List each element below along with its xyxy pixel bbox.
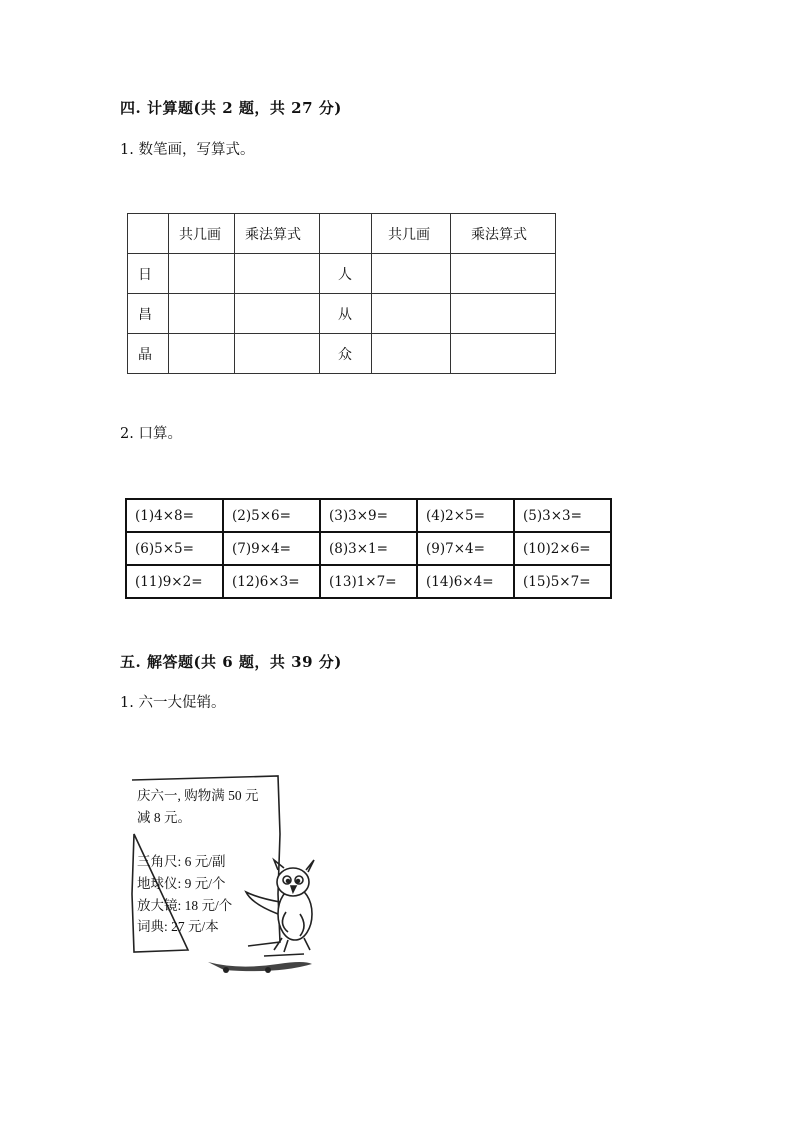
char-cell: 晶 (128, 334, 169, 374)
owl-mascot-icon (246, 860, 314, 956)
question-1-prompt: 1. 数笔画，写算式。 (120, 142, 255, 158)
answer-cell[interactable] (451, 294, 556, 334)
calc-cell: (7)9×4= (223, 532, 320, 565)
char-cell: 众 (320, 334, 372, 374)
poster-item: 放大镜: 18 元/个 (137, 898, 233, 913)
poster-line-2: 减 8 元。 (137, 810, 191, 825)
poster-item: 词典: 27 元/本 (137, 919, 219, 934)
table-row (128, 334, 556, 374)
poster-item: 三角尺: 6 元/副 (137, 854, 226, 869)
table-row (126, 565, 611, 598)
calc-cell: (2)5×6= (223, 499, 320, 532)
answer-cell[interactable] (372, 294, 451, 334)
calc-cell: (10)2×6= (514, 532, 611, 565)
answer-cell[interactable] (372, 334, 451, 374)
calc-cell: (4)2×5= (417, 499, 514, 532)
calc-cell: (13)1×7= (320, 565, 417, 598)
header-cell: 共几画 (169, 214, 235, 254)
calc-cell: (9)7×4= (417, 532, 514, 565)
section-5-title: 五. 解答题(共 6 题，共 39 分) (120, 653, 342, 671)
question-2-prompt: 2. 口算。 (120, 426, 182, 442)
header-cell (320, 214, 372, 254)
answer-cell[interactable] (169, 294, 235, 334)
calc-cell: (6)5×5= (126, 532, 223, 565)
calc-cell: (3)3×9= (320, 499, 417, 532)
table-row (128, 294, 556, 334)
header-cell: 乘法算式 (235, 214, 320, 254)
header-cell: 共几画 (372, 214, 451, 254)
oral-calc-table (125, 498, 612, 599)
answer-cell[interactable] (451, 334, 556, 374)
answer-cell[interactable] (451, 254, 556, 294)
calc-cell: (8)3×1= (320, 532, 417, 565)
question-1-prompt: 1. 六一大促销。 (120, 695, 226, 711)
calc-cell: (14)6×4= (417, 565, 514, 598)
calc-cell: (15)5×7= (514, 565, 611, 598)
calc-cell: (1)4×8= (126, 499, 223, 532)
table-row (128, 254, 556, 294)
char-cell: 日 (128, 254, 169, 294)
table-row (126, 499, 611, 532)
poster-item: 地球仪: 9 元/个 (137, 876, 226, 891)
answer-cell[interactable] (372, 254, 451, 294)
table-header-row (128, 214, 556, 254)
answer-cell[interactable] (235, 294, 320, 334)
char-cell: 昌 (128, 294, 169, 334)
poster-line-1: 庆六一, 购物满 50 元 (137, 788, 259, 803)
table-row (126, 532, 611, 565)
calc-cell: (12)6×3= (223, 565, 320, 598)
char-cell: 从 (320, 294, 372, 334)
calc-cell: (5)3×3= (514, 499, 611, 532)
answer-cell[interactable] (169, 334, 235, 374)
calc-cell: (11)9×2= (126, 565, 223, 598)
stroke-count-table (127, 213, 556, 374)
section-4-title: 四. 计算题(共 2 题，共 27 分) (120, 99, 342, 117)
answer-cell[interactable] (169, 254, 235, 294)
char-cell: 人 (320, 254, 372, 294)
answer-cell[interactable] (235, 334, 320, 374)
header-cell (128, 214, 169, 254)
header-cell: 乘法算式 (451, 214, 556, 254)
answer-cell[interactable] (235, 254, 320, 294)
